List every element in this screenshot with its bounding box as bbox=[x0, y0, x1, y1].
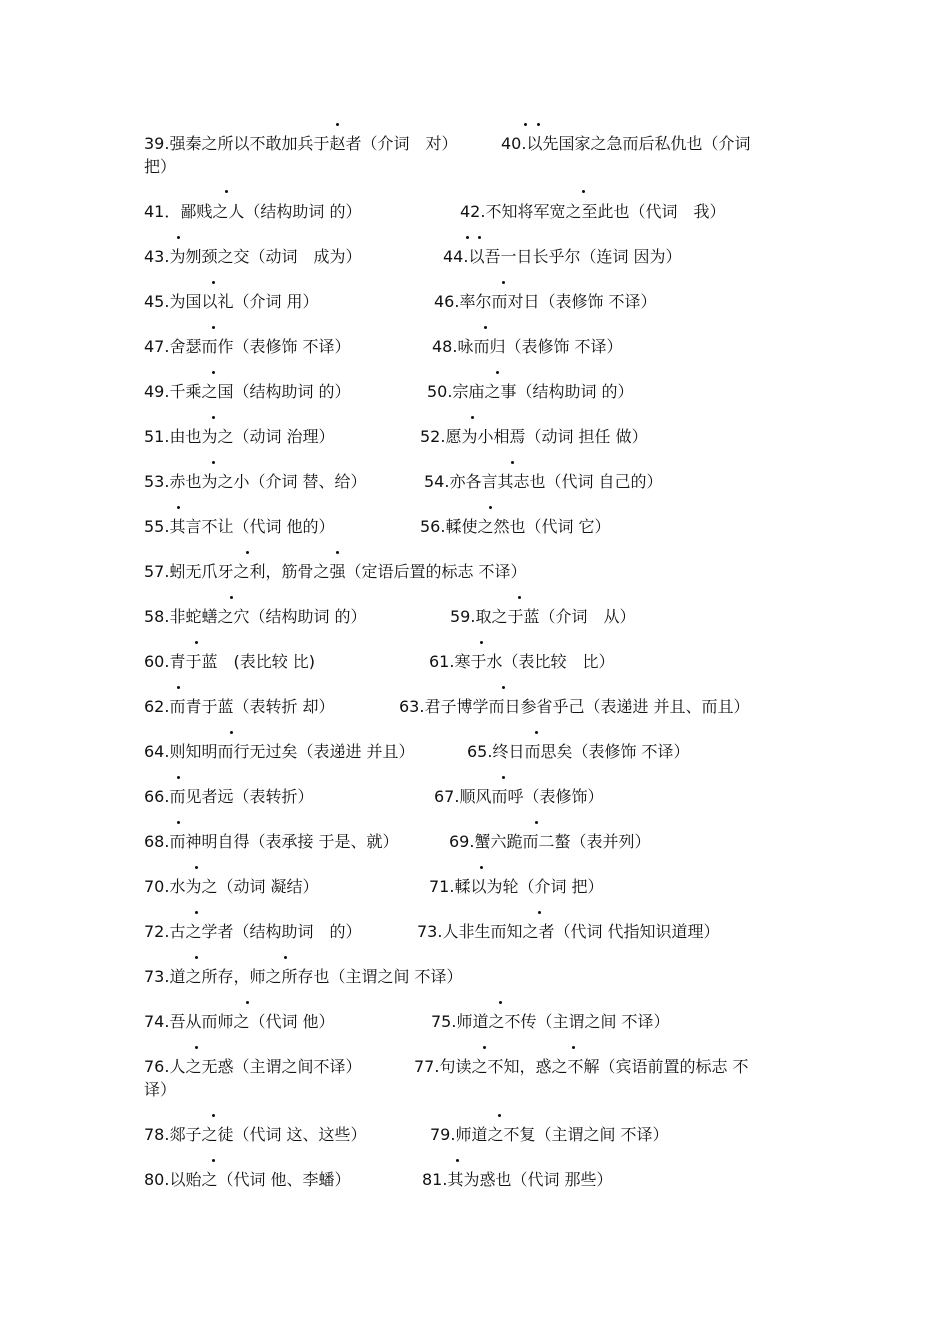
emphasis-dot bbox=[336, 123, 339, 126]
emphasis-dot bbox=[483, 1046, 486, 1049]
text-line bbox=[144, 156, 794, 178]
emphasis-dot bbox=[456, 1159, 459, 1162]
text-line bbox=[144, 966, 794, 988]
emphasis-dot bbox=[537, 123, 540, 126]
emphasis-dot bbox=[498, 1114, 501, 1117]
line-part-left: 53.赤也为之小（介词 替、给） bbox=[144, 472, 367, 491]
text-line bbox=[144, 1169, 794, 1191]
line-part-right: 42.不知将军宽之至此也（代词 我） bbox=[460, 202, 726, 221]
emphasis-dot bbox=[195, 866, 198, 869]
emphasis-dot bbox=[212, 461, 215, 464]
emphasis-dot bbox=[177, 236, 180, 239]
line-part-left: 73.道之所存，师之所存也（主谓之间 不译） bbox=[144, 967, 463, 986]
line-part-left: 55.其言不让（代词 他的） bbox=[144, 517, 335, 536]
line-part-left: 47.舍瑟而作（表修饰 不译） bbox=[144, 337, 351, 356]
line-part-left: 80.以贻之（代词 他、李蟠） bbox=[144, 1170, 351, 1189]
emphasis-dot bbox=[466, 236, 469, 239]
emphasis-dot bbox=[195, 1046, 198, 1049]
emphasis-dot bbox=[225, 190, 228, 193]
line-part-right: 52.愿为小相焉（动词 担任 做） bbox=[420, 427, 648, 446]
text-line bbox=[144, 876, 794, 898]
emphasis-dot bbox=[177, 506, 180, 509]
emphasis-dot bbox=[502, 686, 505, 689]
line-part-left: 60.青于蓝 (表比较 比) bbox=[144, 652, 316, 671]
emphasis-dot bbox=[535, 731, 538, 734]
text-line bbox=[144, 246, 794, 268]
line-part-right: 48.咏而归（表修饰 不译） bbox=[432, 337, 623, 356]
emphasis-dot bbox=[480, 641, 483, 644]
text-line bbox=[144, 516, 794, 538]
emphasis-dot bbox=[177, 686, 180, 689]
line-part-left: 78.郯子之徒（代词 这、这些） bbox=[144, 1125, 367, 1144]
emphasis-dot bbox=[195, 956, 198, 959]
line-part-left: 64.则知明而行无过矣（表递进 并且） bbox=[144, 742, 415, 761]
emphasis-dot bbox=[524, 123, 527, 126]
line-part-left: 把） bbox=[144, 157, 177, 176]
text-line bbox=[144, 201, 794, 223]
text-line bbox=[144, 831, 794, 853]
emphasis-dot bbox=[336, 551, 339, 554]
emphasis-dot bbox=[535, 821, 538, 824]
line-part-left: 译） bbox=[144, 1080, 177, 1099]
emphasis-dot bbox=[496, 371, 499, 374]
emphasis-dot bbox=[471, 416, 474, 419]
line-part-left: 76.人之无惑（主谓之间不译） bbox=[144, 1057, 362, 1076]
text-line bbox=[144, 696, 794, 718]
emphasis-dot bbox=[518, 596, 521, 599]
line-part-right: 69.蟹六跪而二螯（表并列） bbox=[449, 832, 651, 851]
text-line bbox=[144, 471, 794, 493]
text-line bbox=[144, 606, 794, 628]
emphasis-dot bbox=[212, 416, 215, 419]
line-part-left: 49.千乘之国（结构助词 的） bbox=[144, 382, 351, 401]
text-line bbox=[144, 133, 794, 155]
emphasis-dot bbox=[484, 326, 487, 329]
emphasis-dot bbox=[212, 326, 215, 329]
text-line bbox=[144, 921, 794, 943]
line-part-right: 73.人非生而知之者（代词 代指知识道理） bbox=[417, 922, 720, 941]
line-part-left: 68.而神明自得（表承接 于是、就） bbox=[144, 832, 399, 851]
line-part-right: 46.率尔而对日（表修饰 不译） bbox=[434, 292, 657, 311]
emphasis-dot bbox=[212, 281, 215, 284]
line-part-left: 66.而见者远（表转折） bbox=[144, 787, 314, 806]
emphasis-dot bbox=[195, 641, 198, 644]
line-part-right: 63.君子博学而日参省乎己（表递进 并且、而且） bbox=[399, 697, 750, 716]
emphasis-dot bbox=[499, 1001, 502, 1004]
line-part-right: 65.终日而思矣（表修饰 不译） bbox=[467, 742, 690, 761]
emphasis-dot bbox=[212, 1159, 215, 1162]
line-part-right: 59.取之于蓝（介词 从） bbox=[450, 607, 636, 626]
line-part-left: 41．鄙贱之人（结构助词 的） bbox=[144, 202, 362, 221]
emphasis-dot bbox=[195, 911, 198, 914]
emphasis-dot bbox=[511, 461, 514, 464]
emphasis-dot bbox=[230, 731, 233, 734]
line-part-left: 43.为刎颈之交（动词 成为） bbox=[144, 247, 362, 266]
emphasis-dot bbox=[502, 776, 505, 779]
line-part-right: 67.顺风而呼（表修饰） bbox=[434, 787, 604, 806]
text-line bbox=[144, 1056, 794, 1078]
line-part-right: 50.宗庙之事（结构助词 的） bbox=[427, 382, 634, 401]
line-part-left: 58.非蛇蟮之穴（结构助词 的） bbox=[144, 607, 367, 626]
line-part-right: 77.句读之不知，惑之不解（宾语前置的标志 不 bbox=[414, 1057, 749, 1076]
emphasis-dot bbox=[284, 956, 287, 959]
line-part-left: 74.吾从而师之（代词 他） bbox=[144, 1012, 335, 1031]
emphasis-dot bbox=[480, 866, 483, 869]
line-part-left: 51.由也为之（动词 治理） bbox=[144, 427, 335, 446]
text-line bbox=[144, 651, 794, 673]
text-line bbox=[144, 336, 794, 358]
text-line bbox=[144, 291, 794, 313]
text-line bbox=[144, 741, 794, 763]
emphasis-dot bbox=[582, 190, 585, 193]
line-part-right: 81.其为惑也（代词 那些） bbox=[422, 1170, 613, 1189]
line-part-right: 56.輮使之然也（代词 它） bbox=[420, 517, 611, 536]
line-part-right: 40.以先国家之急而后私仇也（介词 bbox=[501, 134, 751, 153]
text-line bbox=[144, 1079, 794, 1101]
emphasis-dot bbox=[212, 1114, 215, 1117]
text-line bbox=[144, 786, 794, 808]
line-part-right: 61.寒于水（表比较 比） bbox=[429, 652, 615, 671]
emphasis-dot bbox=[177, 776, 180, 779]
line-part-right: 44.以吾一日长乎尔（连词 因为） bbox=[443, 247, 682, 266]
text-line bbox=[144, 426, 794, 448]
line-part-left: 45.为国以礼（介词 用） bbox=[144, 292, 319, 311]
line-part-left: 39.强秦之所以不敢加兵于赵者（介词 对） bbox=[144, 134, 458, 153]
line-part-left: 70.水为之（动词 凝结） bbox=[144, 877, 319, 896]
text-line bbox=[144, 1011, 794, 1033]
emphasis-dot bbox=[502, 281, 505, 284]
text-line bbox=[144, 381, 794, 403]
line-part-left: 72.古之学者（结构助词 的） bbox=[144, 922, 362, 941]
emphasis-dot bbox=[538, 911, 541, 914]
emphasis-dot bbox=[177, 821, 180, 824]
emphasis-dot bbox=[572, 1046, 575, 1049]
text-line bbox=[144, 1124, 794, 1146]
line-part-right: 71.輮以为轮（介词 把） bbox=[429, 877, 604, 896]
line-part-left: 62.而青于蓝（表转折 却） bbox=[144, 697, 335, 716]
line-part-right: 54.亦各言其志也（代词 自己的） bbox=[424, 472, 663, 491]
emphasis-dot bbox=[212, 371, 215, 374]
line-part-left: 57.蚓无爪牙之利，筋骨之强（定语后置的标志 不译） bbox=[144, 562, 527, 581]
emphasis-dot bbox=[489, 506, 492, 509]
emphasis-dot bbox=[230, 596, 233, 599]
emphasis-dot bbox=[246, 551, 249, 554]
emphasis-dot bbox=[478, 236, 481, 239]
text-line bbox=[144, 561, 794, 583]
line-part-right: 79.师道之不复（主谓之间 不译） bbox=[430, 1125, 669, 1144]
emphasis-dot bbox=[246, 1001, 249, 1004]
line-part-right: 75.师道之不传（主谓之间 不译） bbox=[431, 1012, 670, 1031]
